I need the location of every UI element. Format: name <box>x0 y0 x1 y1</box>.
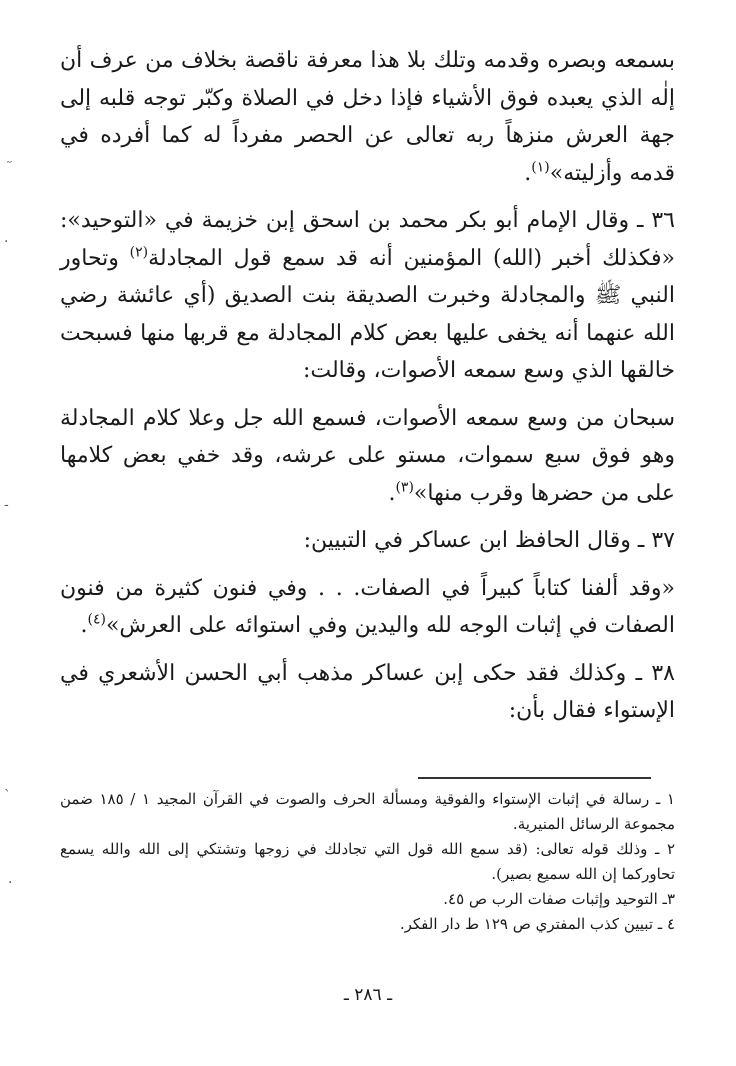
paragraph-36-continuation: وتحاور النبي ﷺ والمجادلة وخبرت الصديقة بنت الصديق (أي عائشة رضي الله عنهما أنه يخفى عليها بعض كلام المجادلة مع قربها منها فسبحت خالقها الذي وسع سمعه الأصوات، وقالت: <box>60 245 675 383</box>
paragraph-quote-ibn-asakir <box>60 570 675 645</box>
page-body <box>60 42 675 740</box>
margin-speck: · <box>4 234 9 250</box>
paragraph-quote-ibn-asakir-text: «وقد ألفنا كتاباً كبيراً في الصفات. . . وفي فنون كثيرة من فنون الصفات في إثبات الوجه لله واليدين وفي استوائه على العرش» <box>60 575 675 638</box>
paragraph-38-text: ٣٨ ـ وكذلك فقد حكى إبن عساكر مذهب أبي الحسن الأشعري في الإستواء فقال بأن: <box>60 660 675 723</box>
footnote-ref-1[interactable]: (١) <box>531 159 550 176</box>
paragraph-37-text: ٣٧ ـ وقال الحافظ ابن عساكر في التبيين: <box>303 528 675 553</box>
paragraph-1-text: بسمعه وبصره وقدمه وتلك بلا هذا معرفة ناقصة بخلاف من عرف أن إلٰه الذي يعبده فوق الأشياء فإذا دخل في الصلاة وكبّر توجه قلبه إلى جهة العرش منزهاً ربه تعالى عن الحصر مفرداً له كما أفرده في قدمه وأزليته» <box>60 48 675 186</box>
footnote-1: ١ ـ رسالة في إثبات الإستواء والفوقية ومسألة الحرف والصوت في القرآن المجيد ١ / ١٨٥ ضمن مجموعة الرسائل المنيرية. <box>60 790 675 833</box>
footnote-ref-4[interactable]: (٤) <box>87 611 106 628</box>
paragraph-1 <box>60 42 675 192</box>
paragraph-36 <box>60 202 675 390</box>
paragraph-1-end: . <box>524 160 532 186</box>
footnote-ref-2[interactable]: (٢) <box>129 244 149 261</box>
footnotes <box>60 787 675 937</box>
paragraph-quote-end: . <box>388 480 396 506</box>
paragraph-37 <box>60 522 675 560</box>
paragraph-quote-ibn-asakir-end: . <box>80 613 88 638</box>
footnote-ref-3[interactable]: (٣) <box>395 479 414 496</box>
footnote-4: ٤ ـ تبيين كذب المفتري ص ١٢٩ ط دار الفكر. <box>399 915 675 933</box>
margin-speck: ` <box>4 788 11 804</box>
paragraph-quote-text: سبحان من وسع سمعه الأصوات، فسمع الله جل وعلا كلام المجادلة وهو فوق سبع سموات، مستو على عرشه، وقد خفي بعض كلامها على من حضرها وقرب منها» <box>60 405 675 506</box>
paragraph-quote-mujadila <box>60 400 675 513</box>
page-number: ـ ٢٨٦ ـ <box>343 985 393 1005</box>
footnote-divider <box>418 777 651 779</box>
footnote-2: ٢ ـ وذلك قوله تعالى: (قد سمع الله قول التي تجادلك في زوجها وتشتكي إلى الله والله يسمع تحاوركما إن الله سميع بصير). <box>60 840 675 883</box>
margin-speck: - <box>4 497 9 513</box>
footnote-3: ٣ـ التوحيد وإثبات صفات الرب ص ٤٥. <box>443 890 675 908</box>
margin-speck: · <box>8 875 13 891</box>
paragraph-36-text: ٣٦ ـ وقال الإمام أبو بكر محمد بن اسحق إبن خزيمة في «التوحيد»: «فكذلك أخبر (الله) المؤمنين أنه قد سمع قول المجادلة <box>60 208 675 271</box>
paragraph-38 <box>60 655 675 730</box>
